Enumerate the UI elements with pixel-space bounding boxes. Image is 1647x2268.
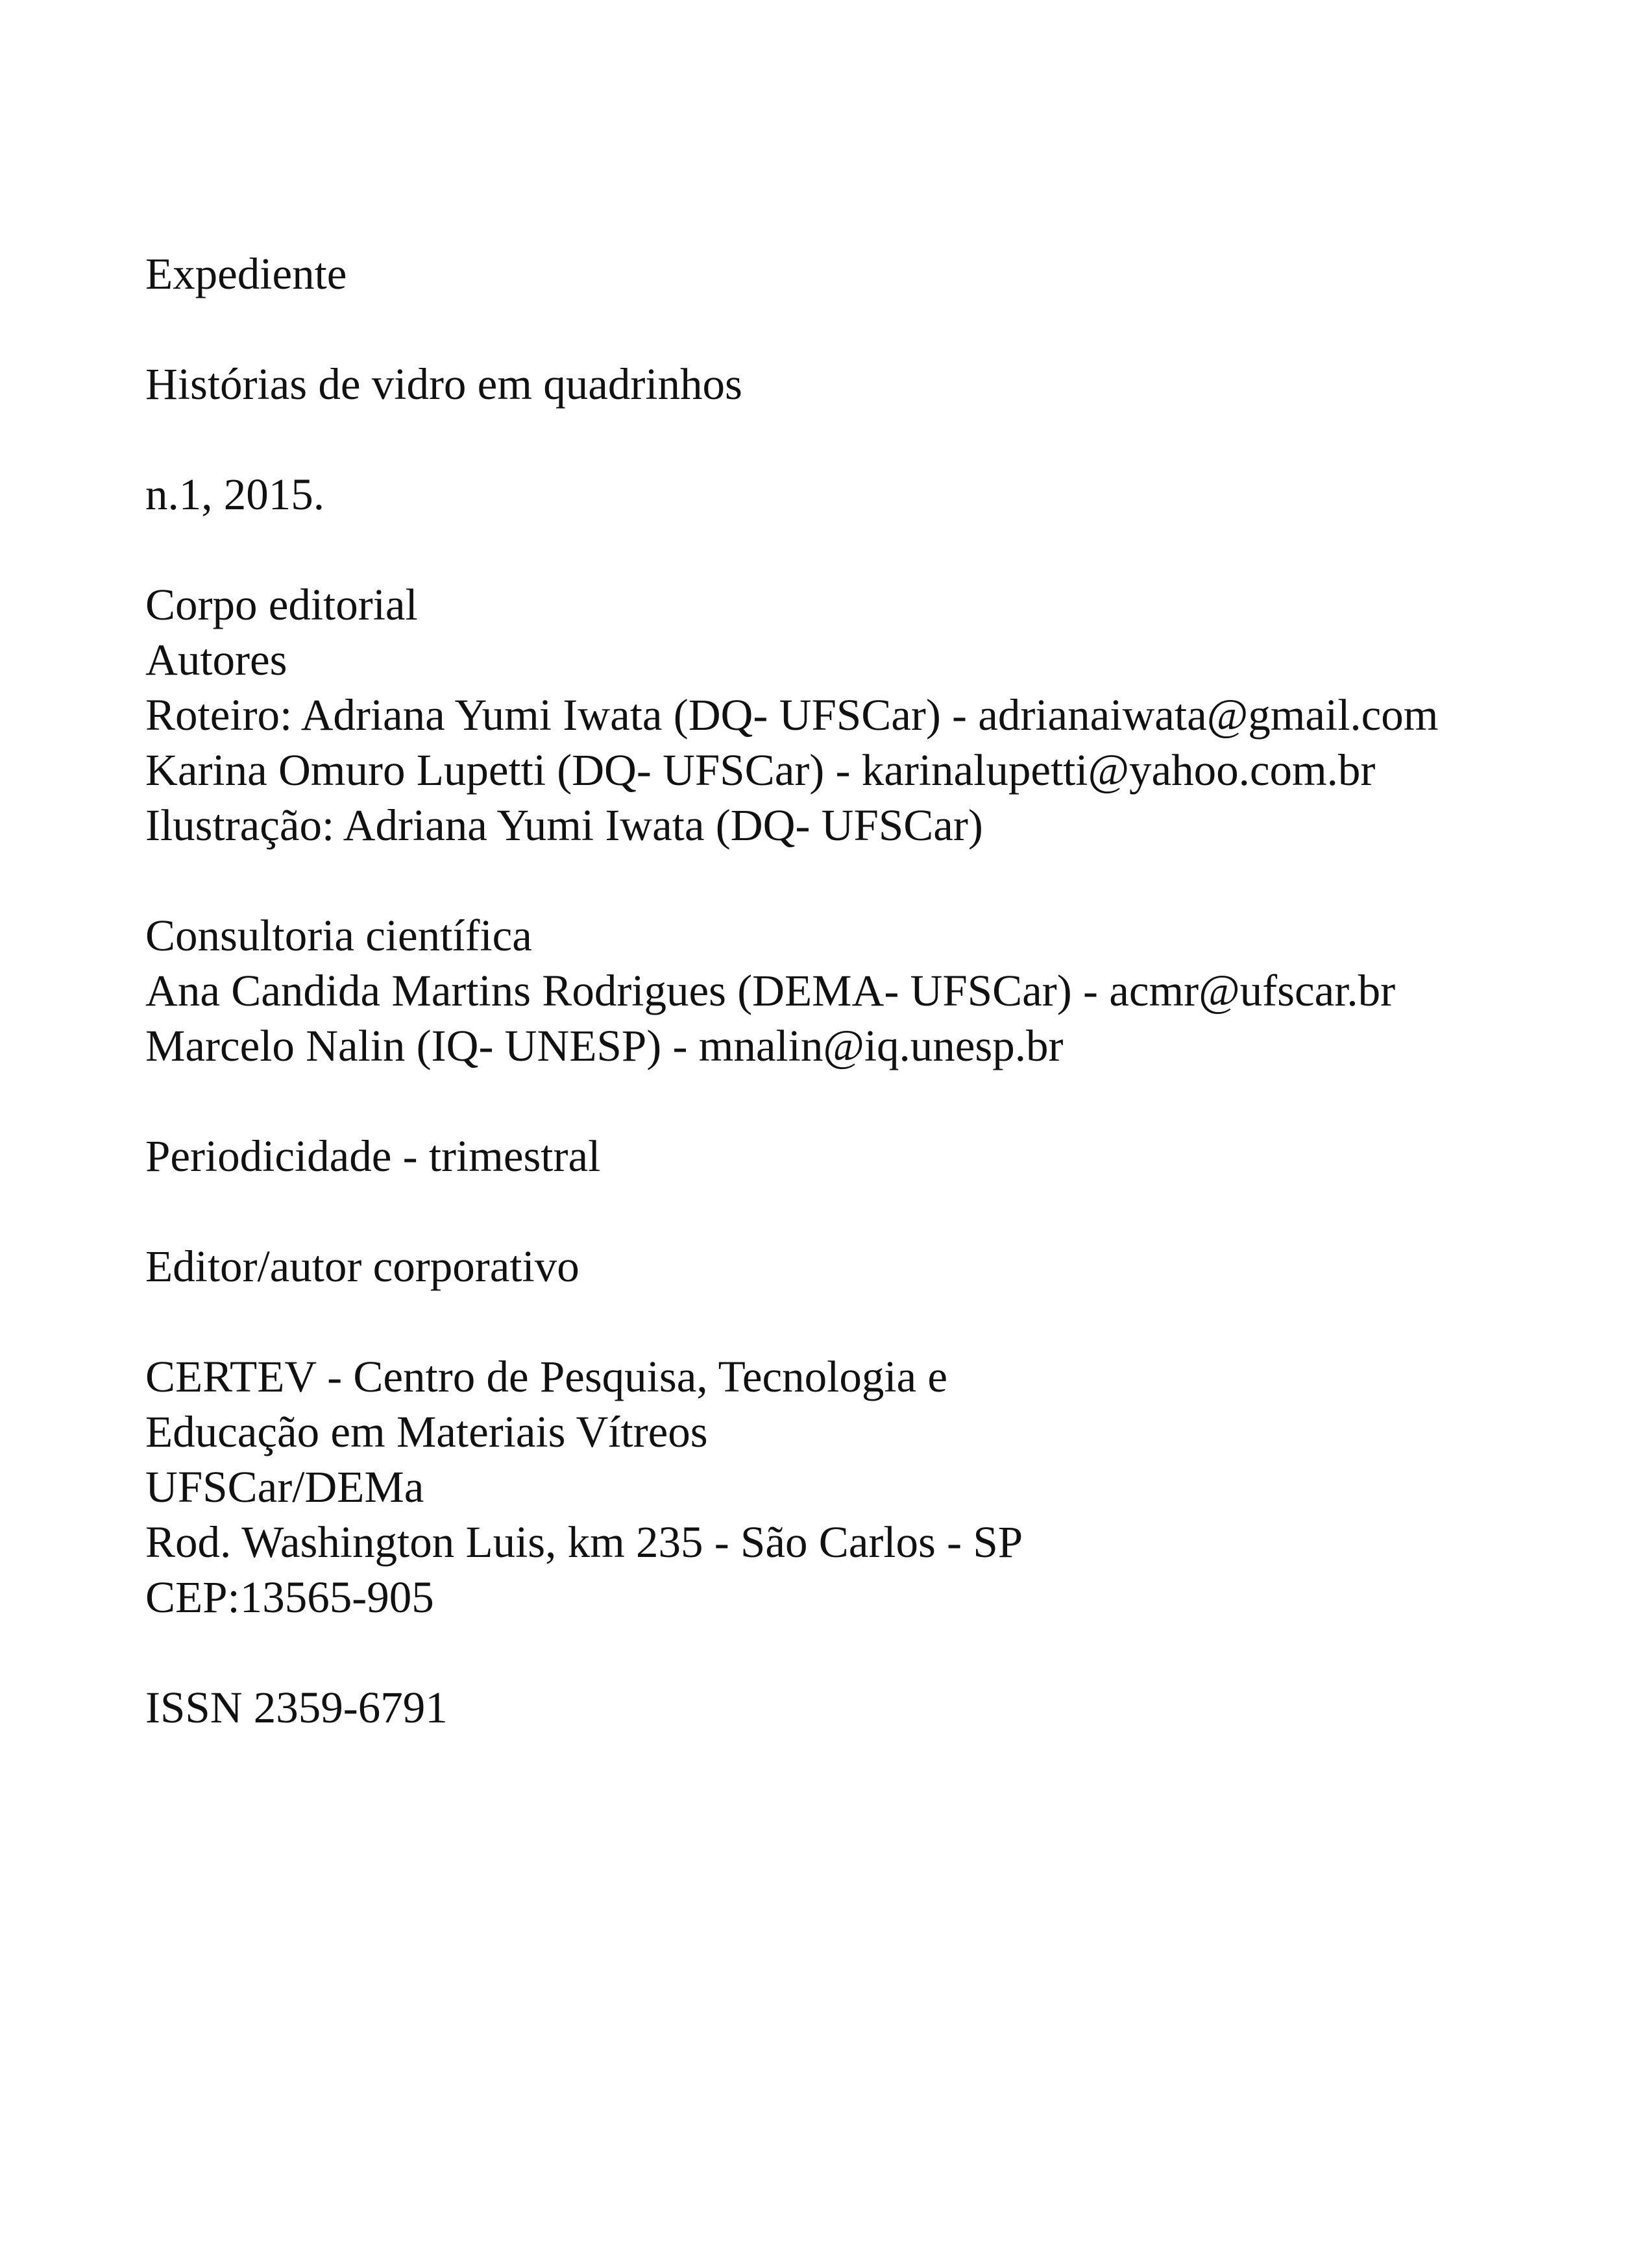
consulting-line: Ana Candida Martins Rodrigues (DEMA- UFSCar) - acmr@ufscar.br (145, 966, 1396, 1015)
consulting-line: Marcelo Nalin (IQ- UNESP) - mnalin@iq.unesp.br (145, 1021, 1064, 1070)
address-block (145, 1349, 1605, 1625)
address-line: Educação em Materiais Vítreos (145, 1407, 708, 1456)
editorial-line: Roteiro: Adriana Yumi Iwata (DQ- UFSCar) - adrianaiwata@gmail.com (145, 690, 1439, 740)
editorial-line: Ilustração: Adriana Yumi Iwata (DQ- UFSCar) (145, 801, 983, 850)
issue-block (145, 467, 1605, 522)
issn-block (145, 1680, 1605, 1735)
authors-label: Autores (145, 635, 287, 684)
editorial-block (145, 577, 1605, 853)
issn-number: ISSN 2359-6791 (145, 1683, 448, 1732)
page-heading: Expediente (145, 249, 347, 298)
editorial-label: Corpo editorial (145, 580, 418, 629)
consulting-label: Consultoria científica (145, 911, 532, 960)
imprint-content (145, 247, 1605, 1791)
publication-title: Histórias de vidro em quadrinhos (145, 359, 742, 409)
consulting-block (145, 908, 1605, 1074)
publisher-label: Editor/autor corporativo (145, 1242, 580, 1291)
address-line: CERTEV - Centro de Pesquisa, Tecnologia e (145, 1352, 948, 1401)
title-block (145, 357, 1605, 412)
address-line: CEP:13565-905 (145, 1573, 434, 1622)
address-line: Rod. Washington Luis, km 235 - São Carlos - SP (145, 1517, 1023, 1567)
address-line: UFSCar/DEMa (145, 1462, 424, 1512)
issue-number: n.1, 2015. (145, 470, 324, 519)
publisher-block (145, 1239, 1605, 1294)
periodicity-block (145, 1129, 1605, 1184)
editorial-line: Karina Omuro Lupetti (DQ- UFSCar) - karinalupetti@yahoo.com.br (145, 745, 1376, 795)
heading-block (145, 247, 1605, 302)
periodicity: Periodicidade - trimestral (145, 1131, 601, 1181)
